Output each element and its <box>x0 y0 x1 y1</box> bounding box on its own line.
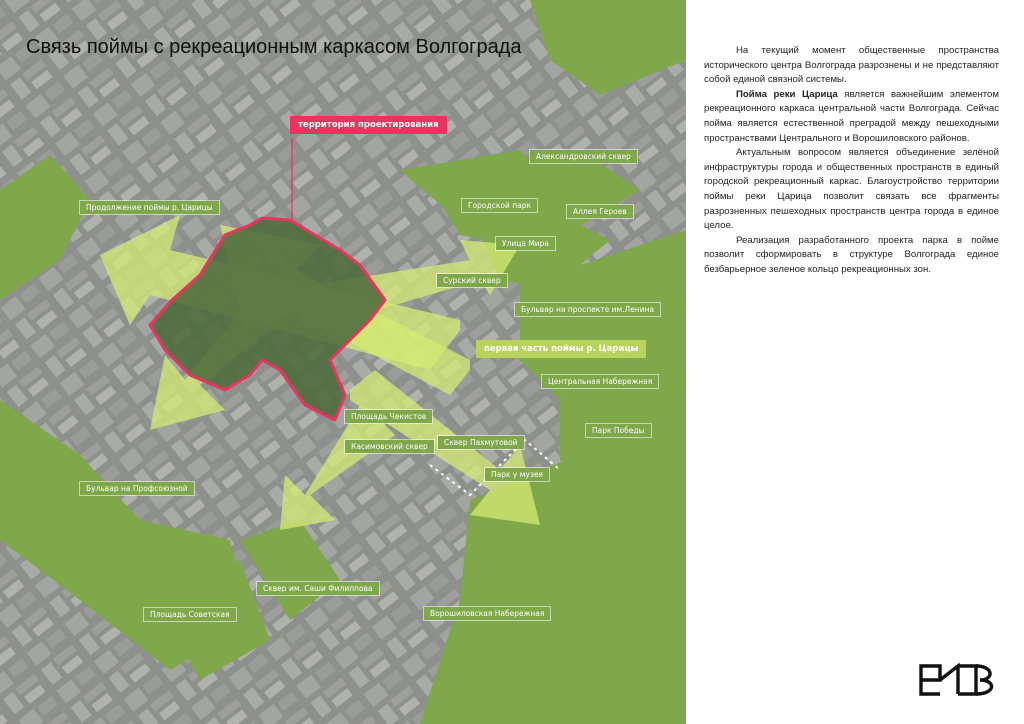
floodplain-label: первая часть поймы р. Царицы <box>476 340 646 358</box>
description-text <box>704 44 999 278</box>
project-territory-label: территория проектирования <box>290 116 447 134</box>
place-label: Городской парк <box>462 199 537 212</box>
place-label: Парк у музея <box>485 468 549 481</box>
place-label: Бульвар на проспекте им.Ленина <box>515 303 660 316</box>
place-label: Центральная Набережная <box>542 375 658 388</box>
page-title: Связь поймы с рекреационным каркасом Волгограда <box>26 36 522 58</box>
paragraph <box>704 88 999 146</box>
place-label: Площадь Чекистов <box>345 410 432 423</box>
place-label: Ворошиловская Набережная <box>424 607 550 620</box>
place-label: Сурский сквер <box>437 274 507 287</box>
place-label: Сквер им. Саши Филиппова <box>257 582 379 595</box>
place-label: Сквер Пахмутовой <box>438 436 524 449</box>
place-label: Парк Победы <box>586 424 651 437</box>
paragraph: Реализация разработанного проекта парка в пойме позволит сформировать в структуре Волгограда единое безбарьерное зеленое кольцо рекреационных зон. <box>704 234 999 275</box>
place-label: Улица Мира <box>496 237 555 250</box>
paragraph: Актуальным вопросом является объединение зелёной инфраструктуры города и общественных пространств в единый городской рекреационный каркас. Благоустройство территории поймы реки Царица позволит связать все фрагменты разрозненных пешеходных пространств центра города в единое целое. <box>704 147 999 232</box>
paragraph-bold: Пойма реки Царица <box>736 88 838 100</box>
studio-logo <box>918 663 996 697</box>
place-label: Бульвар на Профсоюзной <box>80 482 194 495</box>
place-label: Площадь Советская <box>144 608 236 621</box>
place-label: Продолжение поймы р. Царицы <box>80 201 219 214</box>
paragraph: На текущий момент общественные пространства исторического центра Волгограда разрознены и не представляют собой единой связной системы. <box>704 45 999 86</box>
place-label: Касимовский сквер <box>345 440 434 453</box>
place-label: Александровский сквер <box>530 150 637 163</box>
place-label: Аллея Героев <box>567 205 633 218</box>
paragraph-rest: является важнейшим элементом рекреационного каркаса центральной части Волгограда. Сейчас пойма является естественной преградой между пешеходными пространствами Центрального и Ворошиловского районов. <box>704 88 999 144</box>
